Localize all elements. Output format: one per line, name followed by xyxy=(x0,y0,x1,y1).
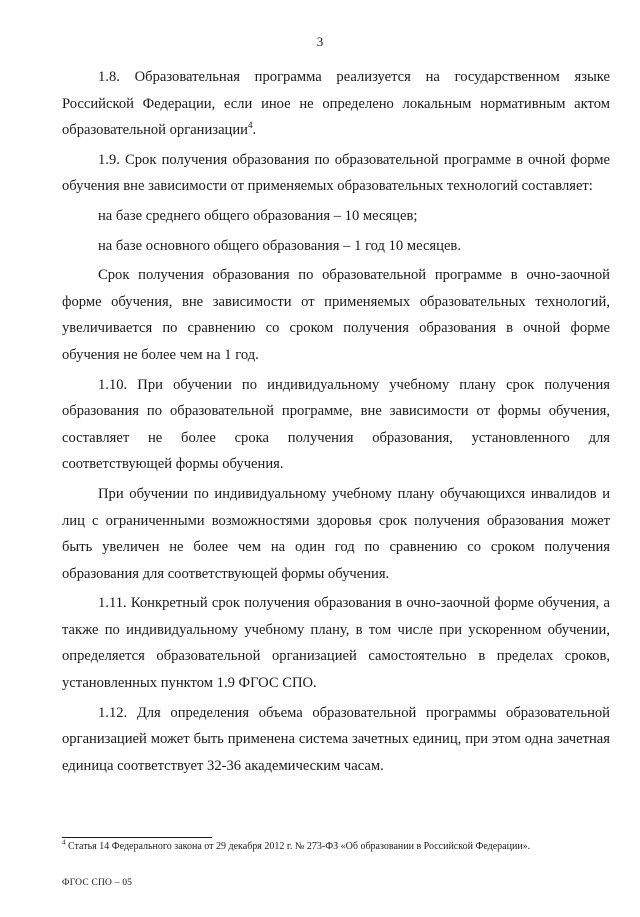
paragraph-1-10: 1.10. При обучении по индивидуальному учебному плану срок получения образования по образовательной программе, вне зависимости от формы обучения, составляет не более срока получения образования, установленного для соответствующей формы обучения. xyxy=(62,376,610,473)
paragraph-1-8-end: . xyxy=(252,122,257,139)
footnote-marker: 4 xyxy=(62,838,66,847)
paragraph-1-9-item-1: на базе среднего общего образования – 10 месяцев; xyxy=(98,207,418,224)
paragraph-1-8 xyxy=(62,64,610,144)
footnote-text: Статья 14 Федерального закона от 29 декабря 2012 г. № 273-ФЗ «Об образовании в Российской Федерации». xyxy=(65,841,531,852)
paragraph-1-9-extra: Срок получения образования по образовательной программе в очно-заочной форме обучения, вне зависимости от применяемых образовательных технологий, увеличивается по сравнению со сроком получения образования в очной форме обучения не более чем на 1 год. xyxy=(62,267,610,363)
paragraph-1-8-text: 1.8. Образовательная программа реализуется на государственном языке Российской Федерации, если иное не определено локальным нормативным актом образовательной организации xyxy=(62,69,610,139)
footnote-reference[interactable]: 4 xyxy=(247,120,253,131)
footnote xyxy=(62,840,610,853)
paragraph-1-9-item-2: на базе основного общего образования – 1 год 10 месяцев. xyxy=(98,237,461,254)
page-number: 3 xyxy=(316,34,324,49)
document-body xyxy=(62,64,610,779)
paragraph-1-10-extra: При обучении по индивидуальному учебному плану обучающихся инвалидов и лиц с ограниченными возможностями здоровья срок получения образования может быть увеличен не более чем на один год по сравнению со сроком получения образования для соответствующей формы обучения. xyxy=(62,485,610,582)
paragraph-1-11: 1.11. Конкретный срок получения образования в очно-заочной форме обучения, а также по индивидуальному учебному плану, в том числе при ускоренном обучении, определяется образовательной организацией самостоятельно в пределах сроков, установленных пунктом 1.9 ФГОС СПО. xyxy=(62,595,610,692)
paragraph-1-9: 1.9. Срок получения образования по образовательной программе в очной форме обучения вне зависимости от применяемых образовательных технологий составляет: xyxy=(62,151,610,195)
footnote-divider xyxy=(62,837,212,838)
paragraph-1-12: 1.12. Для определения объема образовательной программы образовательной организацией может быть применена система зачетных единиц, при этом одна зачетная единица соответствует 32-36 академическим часам. xyxy=(62,704,610,774)
footer-document-code: ФГОС СПО – 05 xyxy=(62,878,133,888)
